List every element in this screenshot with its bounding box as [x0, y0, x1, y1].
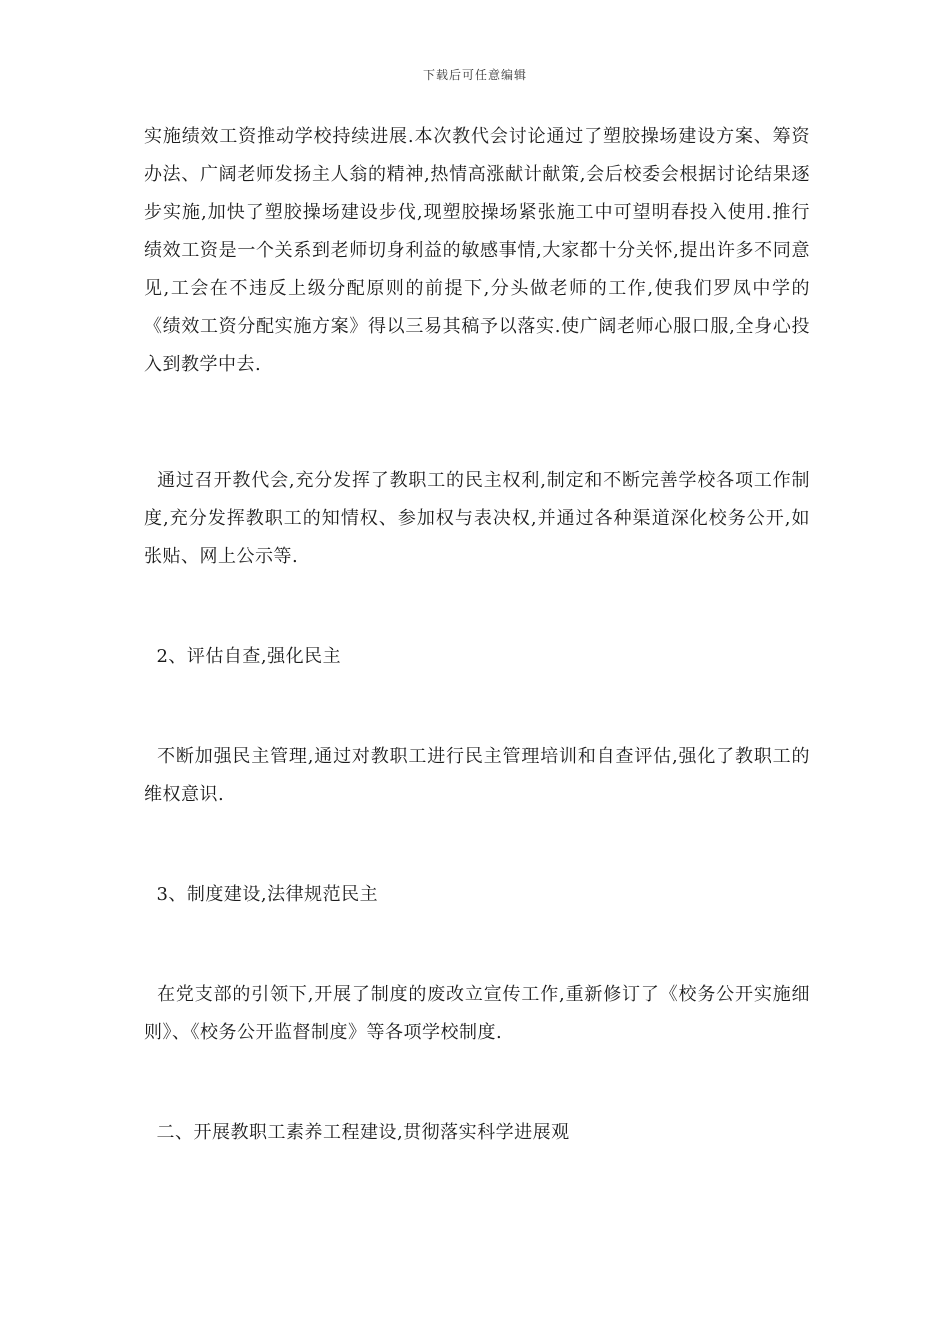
- heading-section-two: 二、开展教职工素养工程建设,贯彻落实科学进展观: [144, 1122, 570, 1143]
- spacer: [144, 1052, 810, 1114]
- heading-self-assessment: 2、评估自查,强化民主: [144, 646, 342, 667]
- spacer: [144, 814, 810, 876]
- spacer: [144, 384, 810, 462]
- spacer: [144, 914, 810, 976]
- heading-system-building: 3、制度建设,法律规范民主: [144, 884, 379, 905]
- document-body: [144, 118, 810, 1152]
- paragraph-democratic-management: 不断加强民主管理,通过对教职工进行民主管理培训和自查评估,强化了教职工的维权意识.: [144, 746, 810, 805]
- paragraph-congress: 通过召开教代会,充分发挥了教职工的民主权利,制定和不断完善学校各项工作制度,充分发挥教职工的知情权、参加权与表决权,并通过各种渠道深化校务公开,如张贴、网上公示等.: [144, 470, 810, 567]
- spacer: [144, 576, 810, 638]
- paragraph-performance-pay: 实施绩效工资推动学校持续进展.本次教代会讨论通过了塑胶操场建设方案、筹资办法、广阔老师发扬主人翁的精神,热情高涨献计献策,会后校委会根据讨论结果逐步实施,加快了塑胶操场建设步伐,现塑胶操场紧张施工中可望明春投入使用.推行绩效工资是一个关系到老师切身利益的敏感事情,大家都十分关怀,提出许多不同意见,工会在不违反上级分配原则的前提下,分头做老师的工作,使我们罗凤中学的《绩效工资分配实施方案》得以三易其稿予以落实.使广阔老师心服口服,全身心投入到教学中去.: [144, 126, 810, 375]
- header-note: 下载后可任意编辑: [422, 68, 527, 82]
- spacer: [144, 676, 810, 738]
- paragraph-party-branch: 在党支部的引领下,开展了制度的废改立宣传工作,重新修订了《校务公开实施细则》、《校务公开监督制度》等各项学校制度.: [144, 984, 810, 1043]
